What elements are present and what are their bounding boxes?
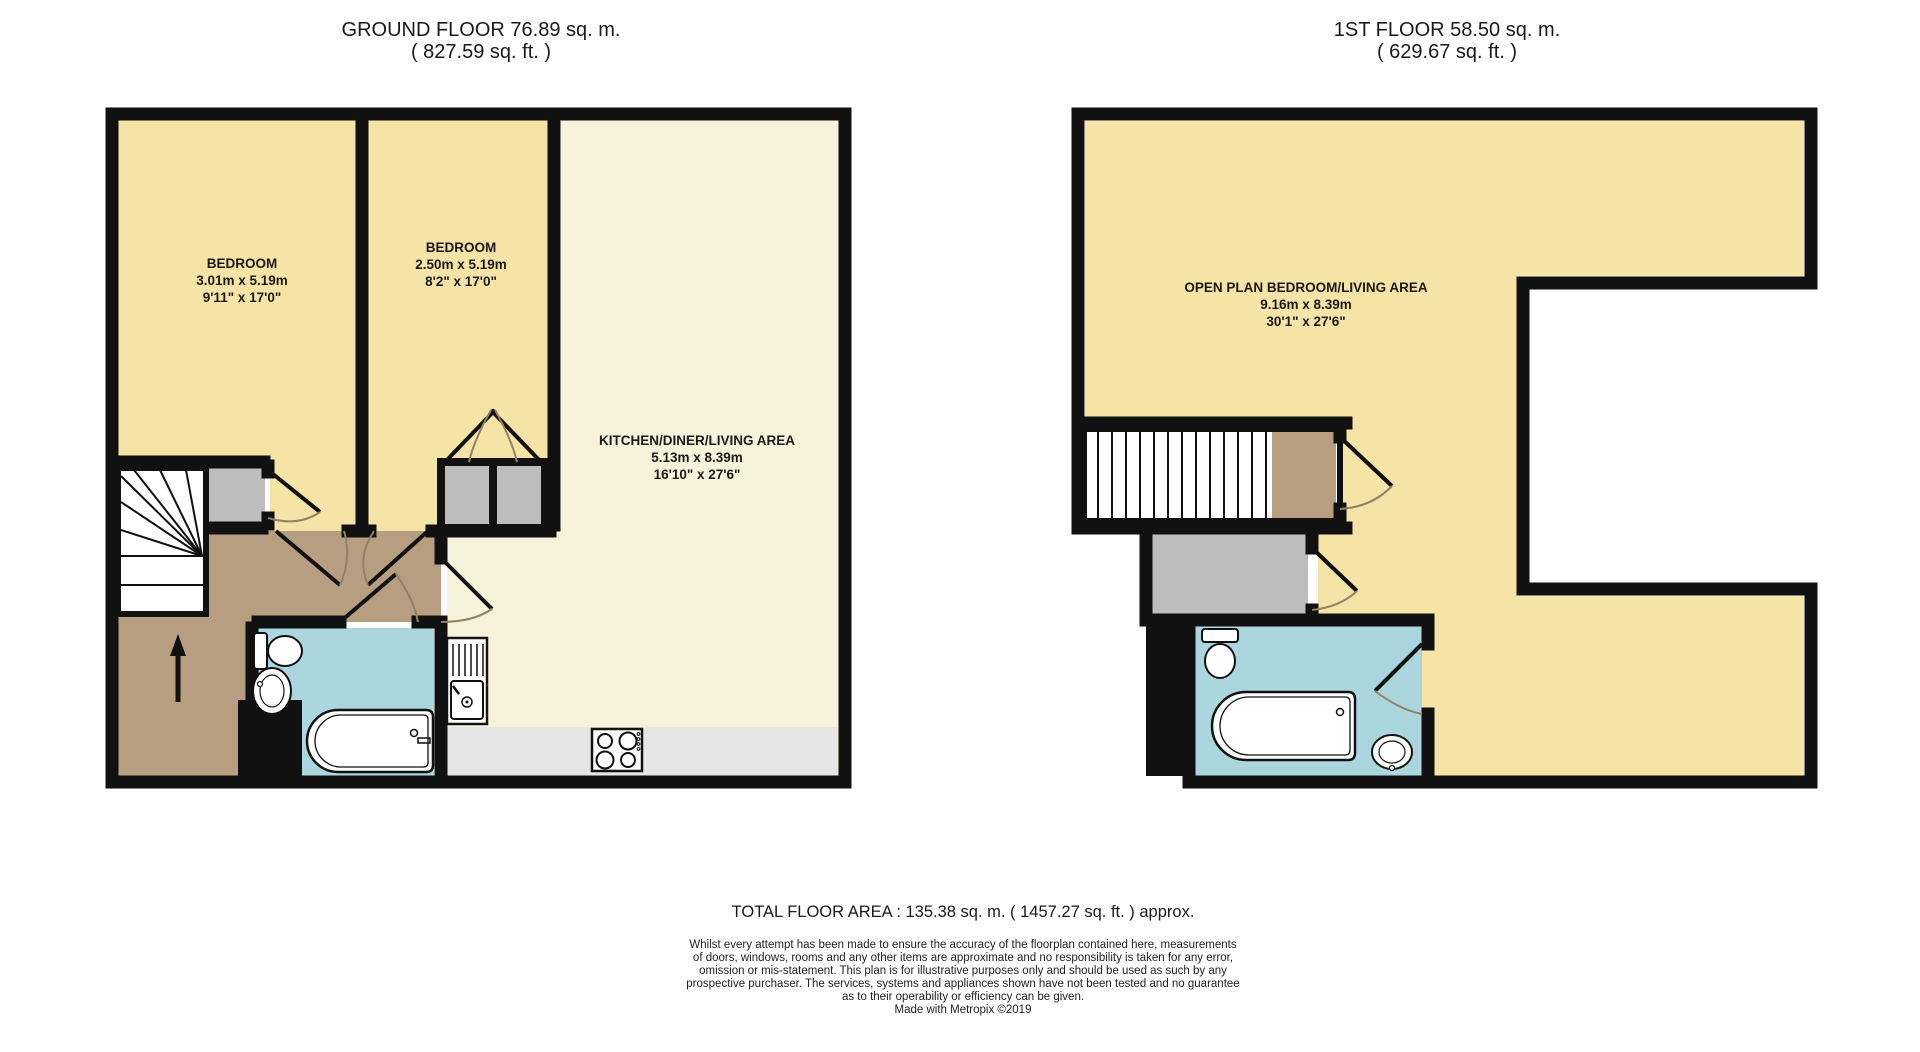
bathtub-gf <box>307 710 433 772</box>
closet-gf-bedroom2-right <box>493 462 545 528</box>
svg-text:2.50m x 5.19m: 2.50m x 5.19m <box>415 257 507 272</box>
first-floor-subtitle: ( 629.67 sq. ft. ) <box>1376 41 1518 63</box>
room-label-bedroom-2 <box>415 240 507 289</box>
footer <box>686 903 1239 1016</box>
stair-landing <box>1272 432 1336 518</box>
total-floor-area: TOTAL FLOOR AREA : 135.38 sq. m. ( 1457.27 sq. ft. ) approx. <box>731 903 1195 921</box>
svg-text:3.01m x 5.19m: 3.01m x 5.19m <box>196 273 288 288</box>
ground-floor-title: GROUND FLOOR 76.89 sq. m. <box>341 19 621 41</box>
svg-text:9.16m x 8.39m: 9.16m x 8.39m <box>1260 297 1352 312</box>
staircase-gf <box>118 468 206 614</box>
ground-floor-plan <box>112 19 845 782</box>
svg-text:OPEN PLAN BEDROOM/LIVING AREA: OPEN PLAN BEDROOM/LIVING AREA <box>1184 280 1428 295</box>
first-floor-title: 1ST FLOOR 58.50 sq. m. <box>1333 19 1561 41</box>
svg-text:16'10" x 27'6": 16'10" x 27'6" <box>653 467 741 482</box>
ground-floor-subtitle: ( 827.59 sq. ft. ) <box>410 41 552 63</box>
closet-1f <box>1150 532 1308 616</box>
hob <box>592 729 642 771</box>
disclaimer-line-3: omission or mis-statement. This plan is for illustrative purposes only and should be used as such by any <box>699 965 1227 977</box>
first-floor-plan <box>1078 19 1811 782</box>
disclaimer-line-1: Whilst every attempt has been made to ensure the accuracy of the floorplan contained here, measurements <box>689 939 1237 951</box>
svg-text:8'2" x 17'0": 8'2" x 17'0" <box>425 274 497 289</box>
closet-gf-hall <box>209 465 265 525</box>
void-area <box>1530 290 1811 582</box>
toilet-1f <box>1202 629 1238 678</box>
metropix-credit: Made with Metropix ©2019 <box>894 1004 1032 1016</box>
svg-text:9'11" x 17'0": 9'11" x 17'0" <box>202 290 282 305</box>
svg-text:BEDROOM: BEDROOM <box>206 256 278 271</box>
svg-text:KITCHEN/DINER/LIVING AREA: KITCHEN/DINER/LIVING AREA <box>598 433 796 448</box>
disclaimer-line-4: prospective purchaser. The services, systems and appliances shown have not been tested and no guarantee <box>686 978 1240 990</box>
toilet-gf <box>254 633 302 669</box>
solid-wall-block-1f <box>1146 626 1192 776</box>
svg-text:5.13m x 8.39m: 5.13m x 8.39m <box>651 450 743 465</box>
room-label-bedroom-1 <box>196 256 288 305</box>
kitchen-sink-drainer <box>447 638 487 724</box>
svg-text:BEDROOM: BEDROOM <box>425 240 497 255</box>
bathtub-1f <box>1212 692 1355 760</box>
sink-gf <box>253 668 291 714</box>
disclaimer-line-5: as to their operability or efficiency can be given. <box>841 991 1085 1003</box>
svg-text:30'1" x 27'6": 30'1" x 27'6" <box>1266 314 1346 329</box>
disclaimer-line-2: of doors, windows, rooms and any other items are approximate and no responsibility is taken for any error, <box>692 952 1234 964</box>
closet-gf-bedroom2-left <box>441 462 493 528</box>
staircase-1f <box>1084 429 1340 521</box>
sink-1f <box>1372 735 1412 771</box>
